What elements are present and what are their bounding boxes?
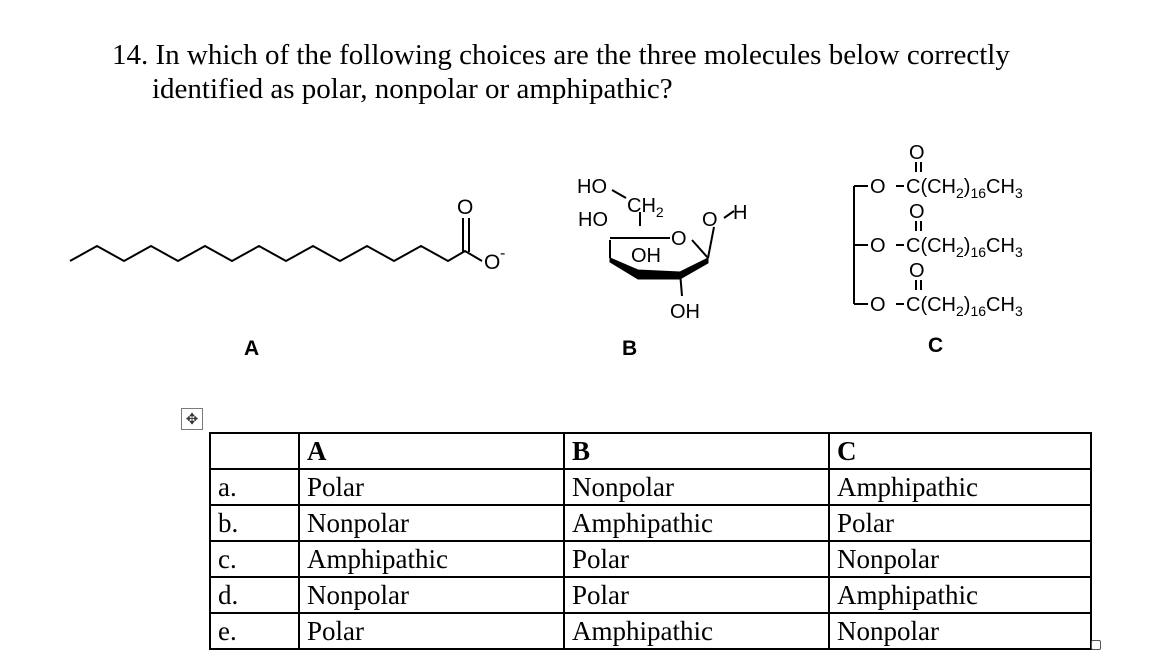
molecule-c-row-1-sub-16: 16: [970, 185, 987, 201]
choice-letter: d.: [210, 577, 299, 613]
molecule-c-row-2-paren: ): [963, 235, 971, 257]
molecule-c-row-1-paren: ): [963, 176, 971, 198]
question-line-2: identified as polar, nonpolar or amphipathic?: [152, 73, 673, 105]
molecule-c-row-3-paren: ): [963, 294, 971, 316]
molecule-b-ring-oxygen: O: [671, 228, 687, 250]
table-row: [210, 505, 1091, 541]
molecule-a-carbonyl-oxygen: O: [457, 196, 474, 219]
molecule-c-row-3-ch: CH: [986, 294, 1015, 316]
molecule-c-row-2-ch: CH: [986, 235, 1015, 257]
molecule-b-label: B: [622, 337, 638, 360]
molecule-c-row-1-formula-part: C(CH: [906, 176, 956, 198]
molecule-b-bottom-oh: OH: [670, 301, 700, 323]
choice-letter: c.: [210, 541, 299, 577]
question-line-1: 14. In which of the following choices are the three molecules below correctly: [112, 39, 1010, 71]
answer-table: [209, 432, 1092, 650]
molecule-c-row-1-ch: CH: [986, 176, 1015, 198]
molecule-a-charge: -: [500, 245, 506, 262]
resize-handle-icon[interactable]: [1091, 640, 1101, 650]
molecule-a-label: A: [244, 337, 260, 360]
molecule-b-ring-right: [692, 240, 708, 258]
choice-letter: b.: [210, 505, 299, 541]
choice-a-value: Polar: [299, 469, 564, 505]
table-row: [210, 577, 1091, 613]
choice-b-value: Polar: [564, 541, 829, 577]
header-cell-blank: [210, 433, 299, 469]
molecule-c-row-2-sub-2: 2: [956, 244, 964, 260]
choice-c-value: Polar: [829, 505, 1091, 541]
molecule-c-row-1: [870, 142, 1023, 201]
header-cell-b: B: [564, 433, 829, 469]
molecule-c-row-2-ester-oxygen: O: [870, 235, 886, 257]
molecule-b-ho-ch2-bond: [612, 190, 626, 198]
choice-a-value: Amphipathic: [299, 541, 564, 577]
molecule-c-row-2-formula: [906, 235, 1023, 260]
molecule-c-row-3-sub-3: 3: [1014, 303, 1023, 319]
header-cell-a: A: [299, 433, 564, 469]
molecule-c-row-2-formula-part: C(CH: [906, 235, 956, 257]
molecule-a-anion-oxygen: O: [484, 251, 501, 274]
molecule-b-ho-left: HO: [578, 209, 608, 231]
molecule-c-row-2: [870, 201, 1023, 260]
table-row: [210, 469, 1091, 505]
molecule-c-row-2-sub-3: 3: [1014, 244, 1023, 260]
molecule-b-right-hydrogen: H: [733, 202, 748, 224]
choice-letter: e.: [210, 613, 299, 649]
molecule-b-ch2: [627, 195, 664, 220]
molecule-c-row-1-formula: [906, 176, 1023, 201]
choice-b-value: Nonpolar: [564, 469, 829, 505]
molecule-b-inner-oh: OH: [631, 245, 661, 267]
molecule-c-row-2-carbonyl-oxygen: O: [909, 201, 925, 223]
molecule-c-row-3-carbonyl-oxygen: O: [909, 260, 925, 282]
molecule-c-row-3-ester-oxygen: O: [870, 294, 886, 316]
molecule-b-ch2-subscript: 2: [655, 204, 664, 220]
molecule-a: [70, 218, 482, 261]
molecule-c-row-3: [870, 260, 1023, 319]
choice-c-value: Nonpolar: [829, 541, 1091, 577]
molecule-c-row-3-formula-part: C(CH: [906, 294, 956, 316]
choice-b-value: Amphipathic: [564, 505, 829, 541]
molecule-c-row-1-carbonyl-oxygen: O: [909, 142, 925, 164]
header-cell-c: C: [829, 433, 1091, 469]
molecule-b-oh-bond: [708, 227, 714, 258]
molecule-b-ch2-text: CH: [627, 195, 656, 217]
choice-c-value: Amphipathic: [829, 469, 1091, 505]
choice-a-value: Nonpolar: [299, 505, 564, 541]
molecule-c-row-2-sub-16: 16: [970, 244, 987, 260]
move-icon[interactable]: ✥: [181, 408, 203, 430]
molecule-c-row-1-ester-oxygen: O: [870, 176, 886, 198]
choice-a-value: Nonpolar: [299, 577, 564, 613]
molecule-a-carbon-chain: [70, 246, 482, 261]
molecule-c-row-3-sub-16: 16: [970, 303, 987, 319]
molecule-c-row-1-sub-2: 2: [956, 185, 964, 201]
table-header-row: [210, 433, 1091, 469]
molecule-c-row-1-sub-3: 3: [1014, 185, 1023, 201]
choice-b-value: Amphipathic: [564, 613, 829, 649]
molecule-c-row-3-sub-2: 2: [956, 303, 964, 319]
molecule-b-ho-top: HO: [577, 176, 607, 198]
molecule-c-label: C: [928, 334, 944, 357]
choice-letter: a.: [210, 469, 299, 505]
choice-b-value: Polar: [564, 577, 829, 613]
table-row: [210, 613, 1091, 649]
molecule-c-row-3-formula: [906, 294, 1023, 319]
molecule-b-right-oxygen: O: [702, 209, 718, 231]
choice-c-value: Amphipathic: [829, 577, 1091, 613]
choice-a-value: Polar: [299, 613, 564, 649]
choice-c-value: Nonpolar: [829, 613, 1091, 649]
table-row: [210, 541, 1091, 577]
